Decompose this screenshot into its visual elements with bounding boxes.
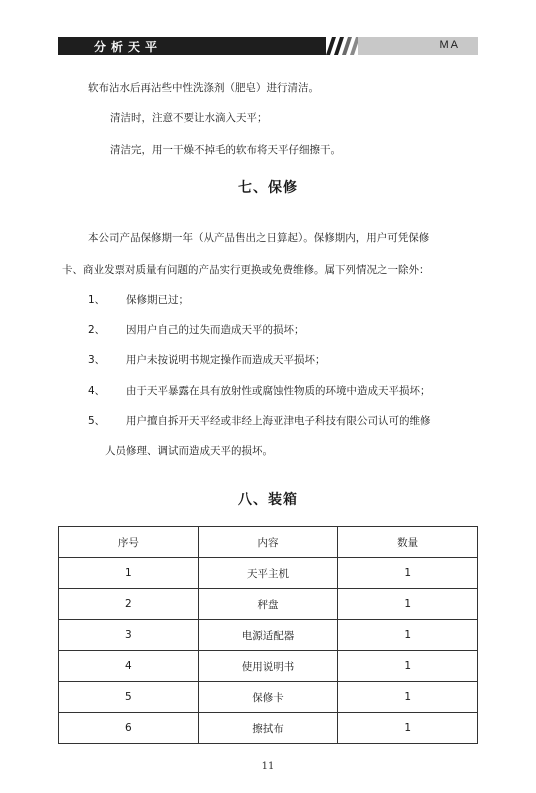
header-model: MA — [439, 39, 460, 51]
row-content: 电源适配器 — [198, 620, 338, 651]
column-header-quantity: 数量 — [338, 527, 478, 558]
row-quantity: 1 — [338, 589, 478, 620]
section-7-para-line-1: 本公司产品保修期一年（从产品售出之日算起）。保修期内，用户可凭保修 — [88, 232, 430, 244]
column-header-content: 内容 — [198, 527, 338, 558]
page-number: 11 — [261, 761, 275, 772]
item-5-continuation: 人员修理、调试而造成天平的损坏。 — [105, 445, 273, 457]
item-3-number: 3、 — [88, 354, 106, 366]
row-content: 秤盘 — [198, 589, 338, 620]
item-3-text: 用户未按说明书规定操作而造成天平损坏； — [126, 354, 326, 366]
item-1-text: 保修期已过； — [126, 294, 189, 306]
intro-line-1: 软布沾水后再沾些中性洗涤剂（肥皂）进行清洁。 — [88, 82, 319, 94]
table-row — [59, 682, 478, 713]
row-quantity: 1 — [338, 682, 478, 713]
row-quantity: 1 — [338, 651, 478, 682]
row-number: 6 — [59, 713, 199, 744]
row-content: 擦拭布 — [198, 713, 338, 744]
table-row — [59, 589, 478, 620]
row-quantity: 1 — [338, 558, 478, 589]
table-header-row — [59, 527, 478, 558]
row-content: 天平主机 — [198, 558, 338, 589]
table-row — [59, 651, 478, 682]
table-row — [59, 558, 478, 589]
item-2-text: 因用户自己的过失而造成天平的损坏； — [126, 324, 305, 336]
table-row — [59, 713, 478, 744]
column-header-number: 序号 — [59, 527, 199, 558]
section-7-title: 七、保修 — [238, 180, 298, 196]
section-7-para-line-2: 卡、商业发票对质量有问题的产品实行更换或免费维修。属下列情况之一除外： — [62, 264, 430, 276]
item-1-number: 1、 — [88, 294, 106, 306]
row-number: 1 — [59, 558, 199, 589]
row-number: 3 — [59, 620, 199, 651]
row-number: 2 — [59, 589, 199, 620]
row-content: 使用说明书 — [198, 651, 338, 682]
packing-list-table — [58, 526, 478, 744]
row-quantity: 1 — [338, 713, 478, 744]
table-row — [59, 620, 478, 651]
item-5-number: 5、 — [88, 415, 106, 427]
row-number: 4 — [59, 651, 199, 682]
item-4-number: 4、 — [88, 385, 106, 397]
page-header — [58, 37, 478, 55]
intro-line-2: 清洁时，注意不要让水滴入天平； — [110, 112, 268, 124]
row-content: 保修卡 — [198, 682, 338, 713]
row-number: 5 — [59, 682, 199, 713]
header-light-band — [358, 37, 478, 55]
intro-line-3: 清洁完，用一干燥不掉毛的软布将天平仔细擦干。 — [110, 144, 341, 156]
item-4-text: 由于天平暴露在具有放射性或腐蚀性物质的环境中造成天平损坏； — [126, 385, 431, 397]
header-title: 分析天平 — [94, 40, 163, 54]
item-2-number: 2、 — [88, 324, 106, 336]
item-5-text: 用户擅自拆开天平经或非经上海亚津电子科技有限公司认可的维修 — [126, 415, 431, 427]
row-quantity: 1 — [338, 620, 478, 651]
section-8-title: 八、装箱 — [238, 492, 298, 508]
